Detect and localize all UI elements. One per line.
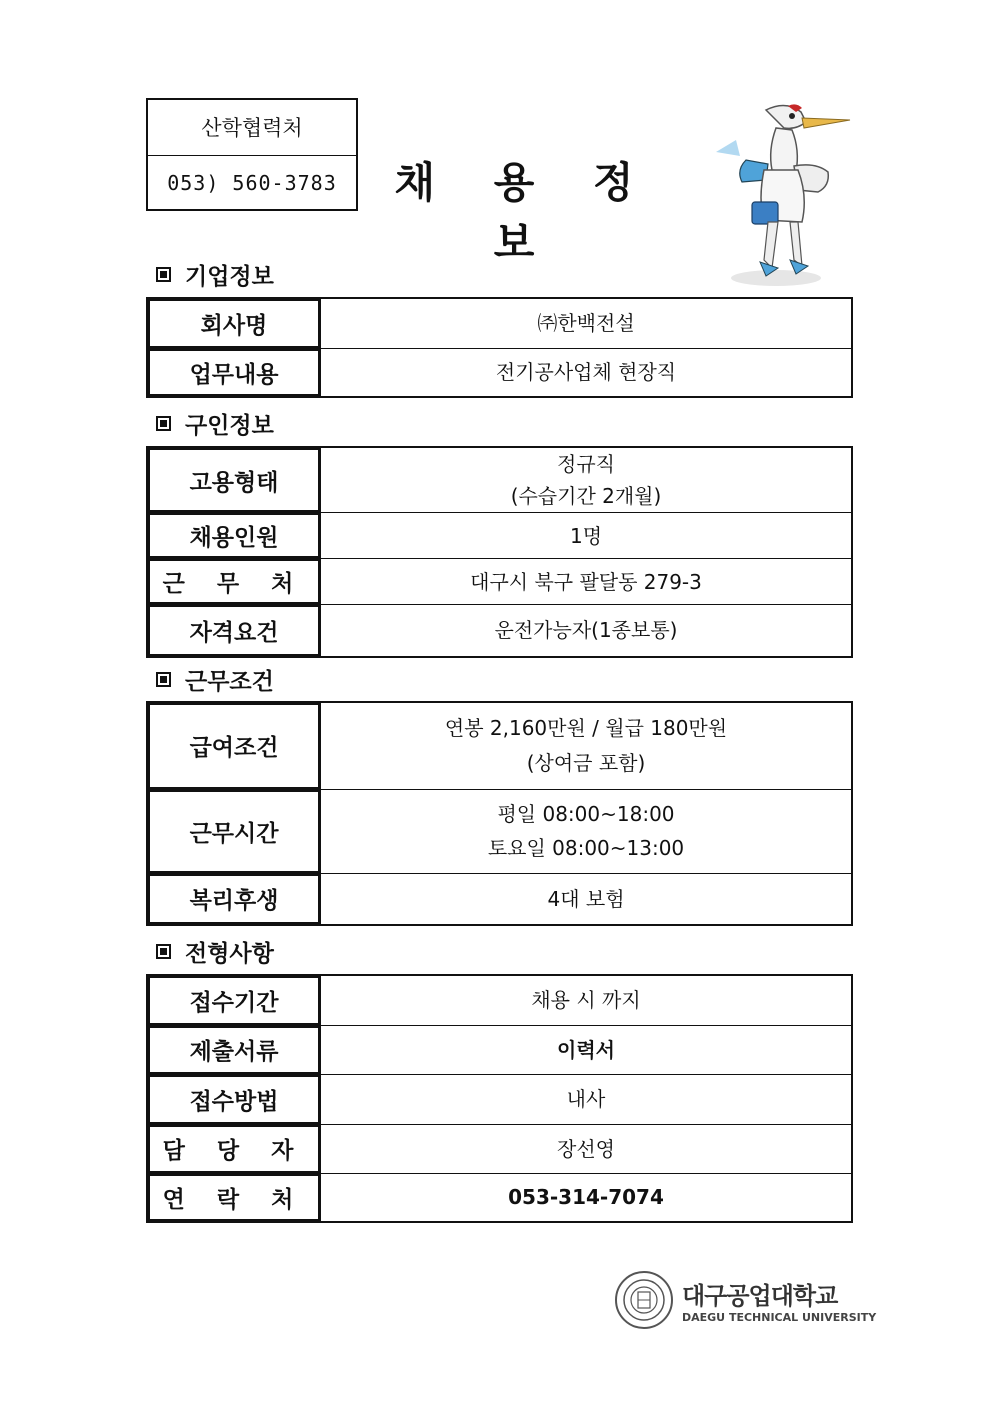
table-row: [147, 559, 852, 605]
row-value: 053-314-7074: [321, 1173, 853, 1222]
row-value: 이력서: [321, 1025, 853, 1074]
row-value: 내사: [321, 1074, 853, 1124]
row-value-line2: (상여금 포함): [526, 750, 646, 775]
section-company-heading: [156, 258, 274, 291]
row-value: [321, 789, 853, 873]
row-value: [321, 447, 853, 513]
section-job-heading: [156, 407, 274, 440]
university-name-en: DAEGU TECHNICAL UNIVERSITY: [682, 1311, 877, 1324]
row-value-line1: 평일 08:00~18:00: [497, 802, 675, 826]
table-row: [147, 975, 852, 1025]
section-company-title: 기업정보: [185, 264, 274, 290]
row-label: 급여조건: [147, 702, 321, 789]
row-value-line1: 연봉 2,160만원 / 월급 180만원: [444, 715, 728, 740]
row-label: 채용인원: [147, 513, 321, 559]
row-value: 대구시 북구 팔달동 279-3: [321, 559, 853, 605]
table-row: [147, 1124, 852, 1173]
row-label: 접수방법: [147, 1074, 321, 1124]
table-row: [147, 447, 852, 513]
row-label: 고용형태: [147, 447, 321, 513]
row-label: 근무시간: [147, 789, 321, 873]
table-row: [147, 1074, 852, 1124]
table-row: [147, 348, 852, 397]
table-row: [147, 702, 852, 789]
section-conditions-heading: [156, 663, 274, 696]
company-info-table: [146, 297, 853, 398]
row-value: 4대 보험: [321, 873, 853, 925]
row-label: 회사명: [147, 298, 321, 348]
section-process-title: 전형사항: [185, 941, 274, 967]
university-logo: [614, 1270, 876, 1330]
table-row: [147, 789, 852, 873]
job-info-table: [146, 446, 853, 658]
square-bullet-icon: [156, 672, 171, 687]
conditions-table: [146, 701, 853, 926]
section-process-heading: [156, 935, 274, 968]
square-bullet-icon: [156, 267, 171, 282]
section-job-title: 구인정보: [185, 413, 274, 439]
row-value: 전기공사업체 현장직: [321, 348, 853, 397]
table-row: [147, 873, 852, 925]
university-name-ko: 대구공업대학교: [682, 1282, 838, 1310]
row-value: 장선영: [321, 1124, 853, 1173]
row-label: 복리후생: [147, 873, 321, 925]
row-value-line1: 정규직: [557, 452, 615, 476]
contact-box: [146, 98, 358, 211]
square-bullet-icon: [156, 416, 171, 431]
row-label: 제출서류: [147, 1025, 321, 1074]
table-row: [147, 513, 852, 559]
process-table: [146, 974, 853, 1223]
crane-mascot-image: [706, 100, 854, 290]
row-value-line2: 토요일 08:00~13:00: [487, 836, 685, 860]
row-label: 연 락 처: [147, 1173, 321, 1222]
table-row: [147, 1173, 852, 1222]
university-seal-icon: [614, 1270, 674, 1330]
page-title: 채 용 정 보: [394, 158, 656, 267]
square-bullet-icon: [156, 944, 171, 959]
row-label: 업무내용: [147, 348, 321, 397]
row-value-line2: (수습기간 2개월): [510, 484, 662, 508]
contact-office-phone: 053) 560-3783: [148, 155, 356, 211]
table-row: [147, 298, 852, 348]
section-conditions-title: 근무조건: [185, 669, 274, 695]
contact-office-label: 산학협력처: [201, 116, 303, 141]
row-value: 운전가능자(1종보통): [321, 605, 853, 657]
row-label: 접수기간: [147, 975, 321, 1025]
row-label: 담 당 자: [147, 1124, 321, 1173]
row-value: [321, 702, 853, 789]
row-label: 근 무 처: [147, 559, 321, 605]
table-row: [147, 605, 852, 657]
row-label: 자격요건: [147, 605, 321, 657]
row-value: 채용 시 까지: [321, 975, 853, 1025]
row-value: ㈜한백전설: [321, 298, 853, 348]
row-value: 1명: [321, 513, 853, 559]
table-row: [147, 1025, 852, 1074]
